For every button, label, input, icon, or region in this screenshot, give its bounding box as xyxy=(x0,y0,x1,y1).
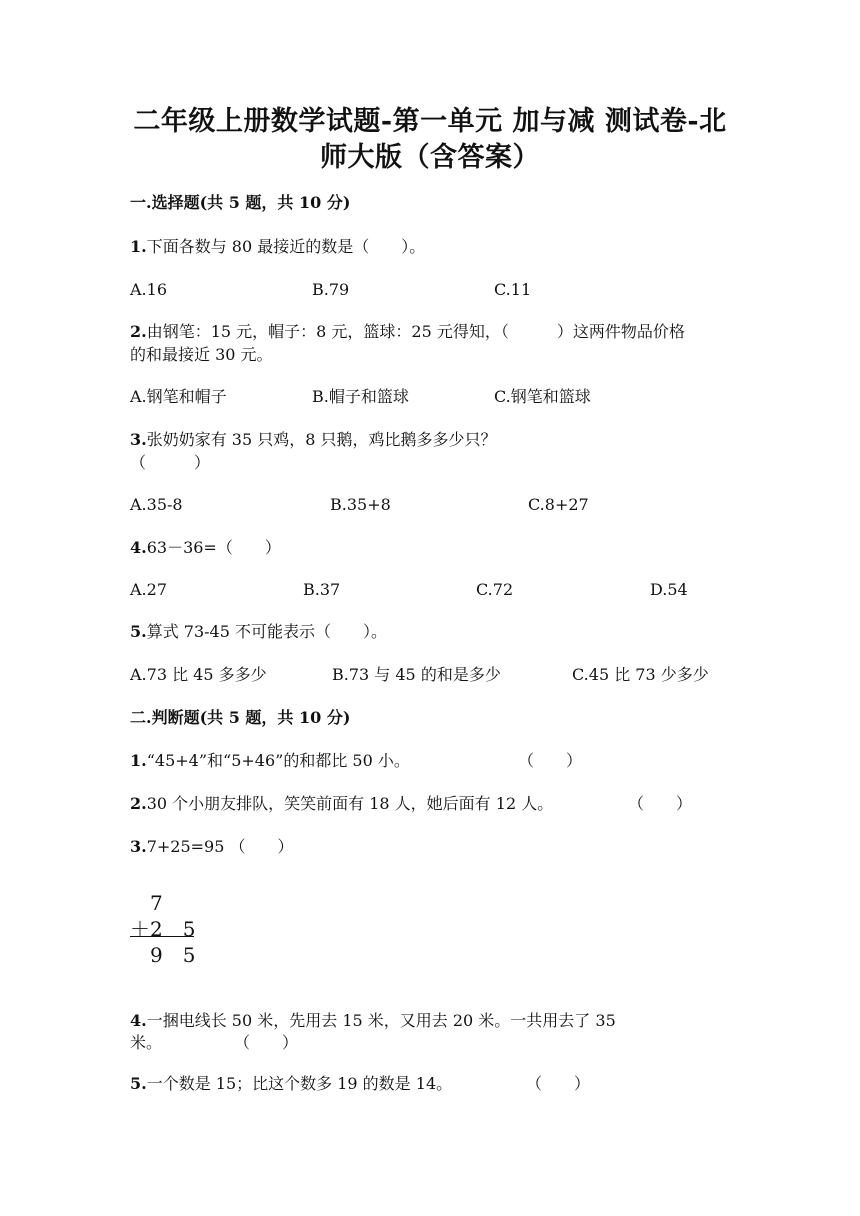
s1-q2-option-a: A.钢笔和帽子 xyxy=(130,387,227,406)
s1-q1-option-c: C.11 xyxy=(494,280,532,299)
s2-q4-answer-blank: （ ） xyxy=(234,1033,299,1052)
question-text: 算式 73-45 不可能表示（ ）。 xyxy=(146,622,388,641)
s2-q1-answer-blank: （ ） xyxy=(518,751,583,770)
question-text: 下面各数与 80 最接近的数是（ ）。 xyxy=(146,237,426,256)
question-number: 1. xyxy=(130,237,147,256)
s1-q4-option-c: C.72 xyxy=(476,580,514,599)
s1-q2-option-c: C.钢笔和篮球 xyxy=(494,387,591,406)
s1-q4-option-a: A.27 xyxy=(130,580,167,599)
question-number: 4. xyxy=(130,1011,147,1030)
s1-q4-option-d: D.54 xyxy=(650,580,688,599)
question-text: 63－36=（ ） xyxy=(146,538,281,557)
s1-q5-option-c: C.45 比 73 少多少 xyxy=(572,665,709,684)
s1-q1-option-a: A.16 xyxy=(130,280,167,299)
question-text: 一个数是 15；比这个数多 19 的数是 14。 xyxy=(146,1074,453,1093)
sum-line xyxy=(130,936,194,937)
question-number: 5. xyxy=(130,622,147,641)
page-title-line1: 二年级上册数学试题-第一单元 加与减 测试卷-北 xyxy=(133,106,727,137)
s1-q3-option-a: A.35-8 xyxy=(130,495,183,514)
page-title-line2: 师大版（含答案） xyxy=(320,142,540,173)
s1-q1-option-b: B.79 xyxy=(312,280,350,299)
s1-question-2-cont: 的和最接近 30 元。 xyxy=(130,345,273,364)
addend-bottom: ＋2 5 xyxy=(130,917,196,941)
s1-question-4 xyxy=(130,537,281,559)
s1-q4-option-b: B.37 xyxy=(303,580,341,599)
s2-q5-answer-blank: （ ） xyxy=(526,1074,591,1093)
s2-question-4 xyxy=(130,1010,616,1032)
s2-q2-answer-blank: （ ） xyxy=(628,794,693,813)
question-text: 7+25=95 （ ） xyxy=(146,837,294,856)
question-text: 张奶奶家有 35 只鸡，8 只鹅，鸡比鹅多多少只？ xyxy=(146,430,497,449)
question-number: 2. xyxy=(130,322,147,341)
s1-question-5 xyxy=(130,621,387,643)
s2-question-3 xyxy=(130,836,294,858)
s1-q5-option-b: B.73 与 45 的和是多少 xyxy=(332,665,501,684)
s2-question-2 xyxy=(130,793,553,815)
s1-q3-option-c: C.8+27 xyxy=(528,495,589,514)
section1-heading: 一.选择题(共 5 题，共 10 分) xyxy=(130,193,351,212)
question-number: 3. xyxy=(130,430,147,449)
question-number: 5. xyxy=(130,1074,147,1093)
s1-question-1 xyxy=(130,236,425,258)
section2-heading: 二.判断题(共 5 题，共 10 分) xyxy=(130,708,351,727)
question-text: “45+4”和“5+46”的和都比 50 小。 xyxy=(146,751,410,770)
s1-q2-option-b: B.帽子和篮球 xyxy=(312,387,409,406)
question-text: 由钢笔：15 元，帽子：8 元，篮球：25 元得知，（ ）这两件物品价格 xyxy=(146,322,685,341)
question-number: 2. xyxy=(130,794,147,813)
addend-top: 7 xyxy=(150,891,163,915)
question-number: 4. xyxy=(130,538,147,557)
s1-question-3-blank: （ ） xyxy=(130,453,211,472)
question-number: 1. xyxy=(130,751,147,770)
question-number: 3. xyxy=(130,837,147,856)
s1-q3-option-b: B.35+8 xyxy=(330,495,391,514)
s2-question-1 xyxy=(130,750,410,772)
question-text: 30 个小朋友排队，笑笑前面有 18 人，她后面有 12 人。 xyxy=(146,794,554,813)
sum-row: 9 5 xyxy=(150,943,196,967)
s1-question-3 xyxy=(130,429,497,451)
s1-q5-option-a: A.73 比 45 多多少 xyxy=(130,665,267,684)
vertical-addition xyxy=(130,890,195,968)
s2-question-5 xyxy=(130,1073,452,1095)
s1-question-2 xyxy=(130,321,685,343)
s2-question-4-cont: 米。 xyxy=(130,1033,163,1052)
question-text: 一捆电线长 50 米，先用去 15 米，又用去 20 米。一共用去了 35 xyxy=(146,1011,616,1030)
